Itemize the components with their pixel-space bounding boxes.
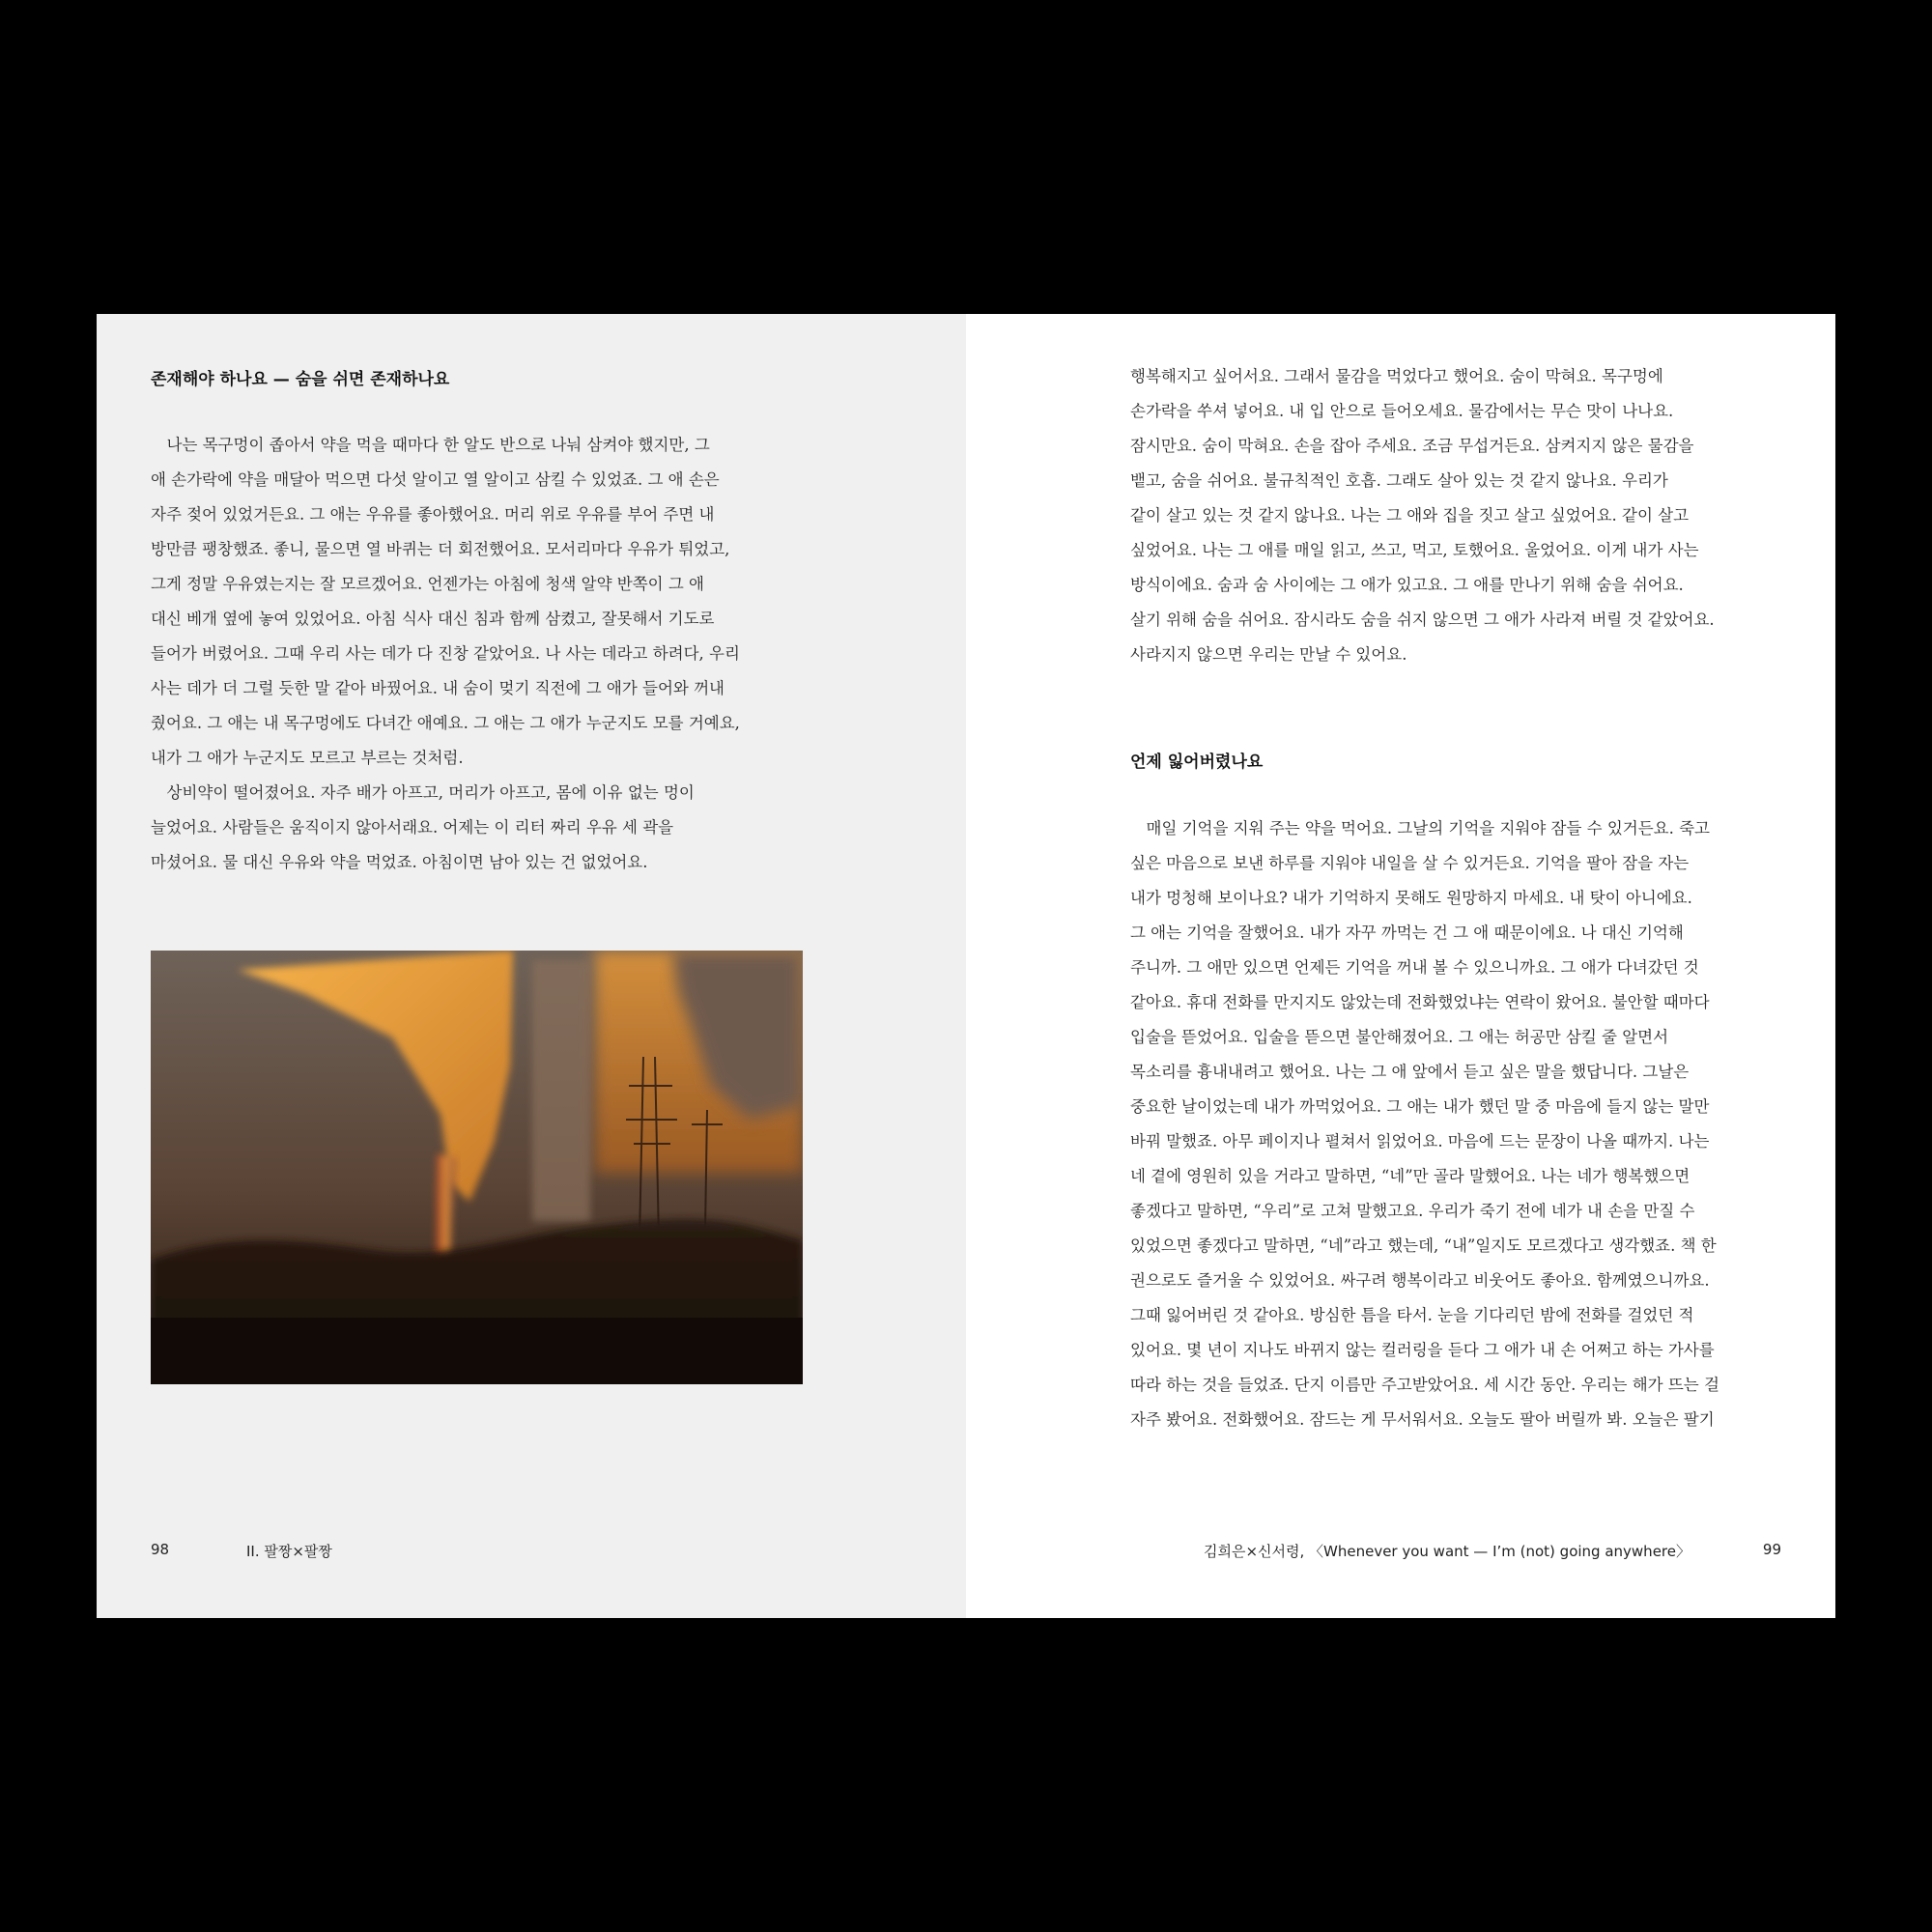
text-line: 대신 베개 옆에 놓여 있었어요. 아침 식사 대신 침과 함께 삼켰고, 잘못해서 기도로 xyxy=(151,610,715,628)
text-line: 주니까. 그 애만 있으면 언제든 기억을 꺼내 볼 수 있으니까요. 그 애가 다녀갔던 것 xyxy=(1130,958,1699,977)
text-line: 있어요. 몇 년이 지나도 바뀌지 않는 컬러링을 듣다 그 애가 내 손 어쩌고 하는 가사를 xyxy=(1130,1341,1715,1359)
text-line: 방만큼 팽창했죠. 좋니, 물으면 열 바퀴는 더 회전했어요. 모서리마다 우유가 튀었고, xyxy=(151,540,730,558)
text-line: 잠시만요. 숨이 막혀요. 손을 잡아 주세요. 조금 무섭거든요. 삼켜지지 않은 물감을 xyxy=(1130,437,1694,455)
photo-artwork xyxy=(151,951,803,1384)
text-line: 있었으면 좋겠다고 말하면, “네”라고 했는데, “내”일지도 모르겠다고 생각했죠. 책 한 xyxy=(1130,1236,1717,1255)
text-line: 자주 젖어 있었거든요. 그 애는 우유를 좋아했어요. 머리 위로 우유를 부어 주면 내 xyxy=(151,505,715,524)
right-top-text xyxy=(1130,359,1715,672)
text-line: 늘었어요. 사람들은 움직이지 않아서래요. 어제는 이 리터 짜리 우유 세 곽을 xyxy=(151,818,674,837)
text-line: 자주 봤어요. 전화했어요. 잠드는 게 무서워서요. 오늘도 팔아 버릴까 봐. 오늘은 팔기 xyxy=(1130,1410,1715,1429)
text-line: 같아요. 휴대 전화를 만지지도 않았는데 전화했었냐는 연락이 왔어요. 불안할 때마다 xyxy=(1130,993,1710,1011)
text-line: 들어가 버렸어요. 그때 우리 사는 데가 다 진창 같았어요. 나 사는 데라고 하려다, 우리 xyxy=(151,644,740,663)
text-line: 살기 위해 숨을 쉬어요. 잠시라도 숨을 쉬지 않으면 그 애가 사라져 버릴 것 같았어요. xyxy=(1130,611,1715,629)
left-page-number: 98 xyxy=(151,1541,170,1558)
text-line: 나는 목구멍이 좁아서 약을 먹을 때마다 한 알도 반으로 나눠 삼켜야 했지만, 그 xyxy=(151,436,710,454)
text-line: 손가락을 쑤셔 넣어요. 내 입 안으로 들어오세요. 물감에서는 무슨 맛이 나나요. xyxy=(1130,402,1674,420)
text-line: 뱉고, 숨을 쉬어요. 불규칙적인 호흡. 그래도 살아 있는 것 같지 않나요. 우리가 xyxy=(1130,471,1668,490)
text-line: 내가 멍청해 보이나요? 내가 기억하지 못해도 원망하지 마세요. 내 탓이 아니에요. xyxy=(1130,889,1692,907)
text-line: 줬어요. 그 애는 내 목구멍에도 다녀간 애예요. 그 애는 그 애가 누군지도 모를 거예요, xyxy=(151,714,740,732)
left-section-title: II. 팔짱×팔짱 xyxy=(246,1543,332,1560)
text-line: 입술을 뜯었어요. 입술을 뜯으면 불안해졌어요. 그 애는 허공만 삼킬 줄 알면서 xyxy=(1130,1028,1669,1046)
text-line: 그게 정말 우유였는지는 잘 모르겠어요. 언젠가는 아침에 청색 알약 반쪽이 그 애 xyxy=(151,575,704,593)
text-line: 네 곁에 영원히 있을 거라고 말하면, “네”만 골라 말했어요. 나는 네가 행복했으면 xyxy=(1130,1167,1690,1185)
right-section-heading: 언제 잃어버렸나요 xyxy=(1130,753,1264,772)
text-line: 따라 하는 것을 들었죠. 단지 이름만 주고받았어요. 세 시간 동안. 우리는 해가 뜨는 걸 xyxy=(1130,1376,1719,1394)
text-line: 그 애는 기억을 잘했어요. 내가 자꾸 까먹는 건 그 애 때문이에요. 나 대신 기억해 xyxy=(1130,923,1684,942)
text-line: 같이 살고 있는 것 같지 않나요. 나는 그 애와 집을 짓고 살고 싶었어요. 같이 살고 xyxy=(1130,506,1690,525)
right-page xyxy=(966,314,1835,1618)
text-line: 사라지지 않으면 우리는 만날 수 있어요. xyxy=(1130,645,1407,664)
text-line: 방식이에요. 숨과 숨 사이에는 그 애가 있고요. 그 애를 만나기 위해 숨을 쉬어요. xyxy=(1130,576,1684,594)
text-line: 마셨어요. 물 대신 우유와 약을 먹었죠. 아침이면 남아 있는 건 없었어요. xyxy=(151,853,648,871)
left-body-text xyxy=(151,428,740,880)
text-line: 사는 데가 더 그럴 듯한 말 같아 바꿨어요. 내 숨이 멎기 직전에 그 애가 들어와 꺼내 xyxy=(151,679,724,697)
text-line: 매일 기억을 지워 주는 약을 먹어요. 그날의 기억을 지워야 잠들 수 있거든요. 죽고 xyxy=(1130,819,1710,838)
text-line: 그때 잃어버린 것 같아요. 방심한 틈을 타서. 눈을 기다리던 밤에 전화를 걸었던 적 xyxy=(1130,1306,1694,1324)
text-line: 행복해지고 싶어서요. 그래서 물감을 먹었다고 했어요. 숨이 막혀요. 목구멍에 xyxy=(1130,367,1663,385)
left-section-heading: 존재해야 하나요 — 숨을 쉬면 존재하나요 xyxy=(151,370,450,389)
right-credit-line: 김희은×신서령, 〈Whenever you want — I’m (not) going anywhere〉 xyxy=(1203,1543,1690,1560)
text-line: 애 손가락에 약을 매달아 먹으면 다섯 알이고 열 알이고 삼킬 수 있었죠. 그 애 손은 xyxy=(151,470,720,489)
text-line: 바꿔 말했죠. 아무 페이지나 펼쳐서 읽었어요. 마음에 드는 문장이 나올 때까지. 나는 xyxy=(1130,1132,1710,1151)
text-line: 싶은 마음으로 보낸 하루를 지워야 내일을 살 수 있거든요. 기억을 팔아 잠을 자는 xyxy=(1130,854,1690,872)
sunset-rainbow-photo xyxy=(151,951,803,1384)
text-line: 권으로도 즐거울 수 있었어요. 싸구려 행복이라고 비웃어도 좋아요. 함께였으니까요. xyxy=(1130,1271,1710,1290)
text-line: 상비약이 떨어졌어요. 자주 배가 아프고, 머리가 아프고, 몸에 이유 없는 멍이 xyxy=(151,783,695,802)
text-line: 중요한 날이었는데 내가 까먹었어요. 그 애는 내가 했던 말 중 마음에 들지 않는 말만 xyxy=(1130,1097,1710,1116)
left-page xyxy=(97,314,966,1618)
right-page-number: 99 xyxy=(1762,1541,1781,1558)
right-body-text xyxy=(1130,811,1719,1437)
text-line: 좋겠다고 말하면, “우리”로 고쳐 말했고요. 우리가 죽기 전에 네가 내 손을 만질 수 xyxy=(1130,1202,1695,1220)
text-line: 목소리를 흉내내려고 했어요. 나는 그 애 앞에서 듣고 싶은 말을 했답니다. 그날은 xyxy=(1130,1063,1690,1081)
text-line: 내가 그 애가 누군지도 모르고 부르는 것처럼. xyxy=(151,749,464,767)
text-line: 싶었어요. 나는 그 애를 매일 읽고, 쓰고, 먹고, 토했어요. 울었어요. 이게 내가 사는 xyxy=(1130,541,1699,559)
